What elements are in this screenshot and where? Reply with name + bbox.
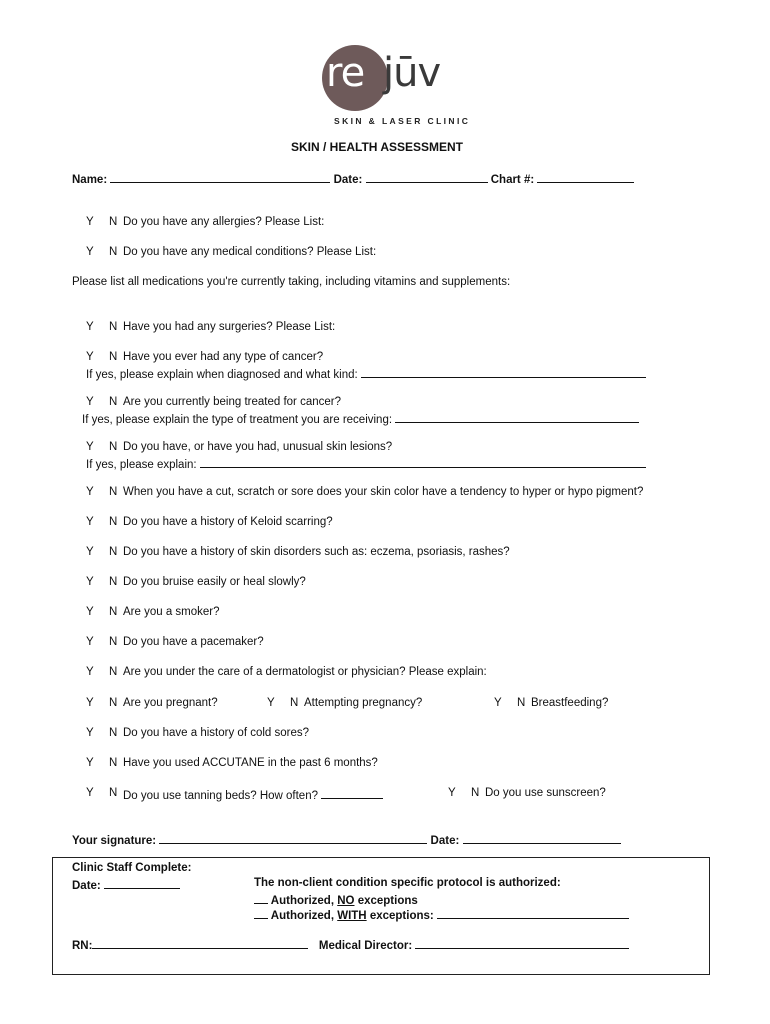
yes-option[interactable]: Y xyxy=(86,787,94,799)
no-option[interactable]: N xyxy=(109,516,118,528)
no-option[interactable]: N xyxy=(517,697,526,709)
no-option[interactable]: N xyxy=(109,216,118,228)
signature-label: Your signature: xyxy=(72,835,157,847)
date-field[interactable] xyxy=(366,171,488,183)
logo-brand-right: jūv xyxy=(383,50,441,96)
question-text: Do you use sunscreen? xyxy=(485,787,606,799)
question-text: Have you ever had any type of cancer? xyxy=(123,351,324,363)
question-text: Do you have a pacemaker? xyxy=(123,636,264,648)
chart-field[interactable] xyxy=(537,171,634,183)
no-option[interactable]: N xyxy=(109,441,118,453)
tanning-text: Do you use tanning beds? How often? xyxy=(123,790,318,802)
no-option[interactable]: N xyxy=(109,396,118,408)
no-option[interactable]: N xyxy=(471,787,480,799)
question-text: Are you currently being treated for cancer? xyxy=(123,396,341,408)
staff-date-row xyxy=(72,877,180,892)
medical-director-field[interactable] xyxy=(415,937,629,949)
no-option[interactable]: N xyxy=(109,636,118,648)
yes-option[interactable]: Y xyxy=(448,787,456,799)
no-option[interactable]: N xyxy=(109,757,118,769)
question-text: Breastfeeding? xyxy=(531,697,609,709)
with-word: WITH xyxy=(337,910,367,922)
with-suffix: exceptions: xyxy=(369,910,434,922)
no-option[interactable]: N xyxy=(290,697,299,709)
treatment-explain-field[interactable] xyxy=(395,411,639,423)
no-word: NO xyxy=(337,895,355,907)
skin-lesions-followup xyxy=(86,456,646,471)
yes-option[interactable]: Y xyxy=(86,321,94,333)
tanning-frequency-field[interactable] xyxy=(321,787,383,799)
rn-field[interactable] xyxy=(92,937,308,949)
question-text: Do you have a history of Keloid scarring? xyxy=(123,516,333,528)
logo-brand-left: re xyxy=(326,50,365,96)
question-text: Do you have a history of cold sores? xyxy=(123,727,310,739)
no-option[interactable]: N xyxy=(109,666,118,678)
exceptions-field[interactable] xyxy=(437,907,629,919)
cancer-followup xyxy=(86,366,646,381)
rn-row xyxy=(72,937,629,952)
yes-option[interactable]: Y xyxy=(86,486,94,498)
yes-option[interactable]: Y xyxy=(86,246,94,258)
yes-option[interactable]: Y xyxy=(86,757,94,769)
yes-option[interactable]: Y xyxy=(86,576,94,588)
yes-option[interactable]: Y xyxy=(86,606,94,618)
yes-option[interactable]: Y xyxy=(86,441,94,453)
no-option[interactable]: N xyxy=(109,351,118,363)
yes-option[interactable]: Y xyxy=(86,666,94,678)
yes-option[interactable]: Y xyxy=(86,516,94,528)
lesions-explain-field[interactable] xyxy=(200,456,646,468)
question-text: Do you have any allergies? Please List: xyxy=(123,216,325,228)
staff-heading: Clinic Staff Complete: xyxy=(72,862,192,874)
staff-date-label: Date: xyxy=(72,880,101,892)
question-text: Are you under the care of a dermatologist or physician? Please explain: xyxy=(123,666,487,678)
yes-option[interactable]: Y xyxy=(86,636,94,648)
question-text: Do you bruise easily or heal slowly? xyxy=(123,576,306,588)
yes-option[interactable]: Y xyxy=(86,216,94,228)
question-text xyxy=(123,787,383,802)
name-label: Name: xyxy=(72,174,108,186)
question-text: Have you had any surgeries? Please List: xyxy=(123,321,336,333)
question-text: Do you have any medical conditions? Please List: xyxy=(123,246,377,258)
no-option[interactable]: N xyxy=(109,546,118,558)
no-option[interactable]: N xyxy=(109,576,118,588)
yes-option[interactable]: Y xyxy=(86,396,94,408)
no-option[interactable]: N xyxy=(109,246,118,258)
question-text: When you have a cut, scratch or sore does your skin color have a tendency to hyper or hypo pigment? xyxy=(123,486,644,498)
no-option[interactable]: N xyxy=(109,697,118,709)
staff-date-field[interactable] xyxy=(104,877,180,889)
form-title: SKIN / HEALTH ASSESSMENT xyxy=(291,140,464,154)
no-option[interactable]: N xyxy=(109,606,118,618)
header-fields xyxy=(72,171,634,186)
cancer-treatment-followup xyxy=(82,411,639,426)
date-label: Date: xyxy=(333,174,363,186)
medications-prompt: Please list all medications you're currently taking, including vitamins and supplements: xyxy=(72,276,511,288)
followup-text: If yes, please explain: xyxy=(86,459,197,471)
yes-option[interactable]: Y xyxy=(86,351,94,363)
no-suffix: exceptions xyxy=(357,895,418,907)
yes-option[interactable]: Y xyxy=(86,727,94,739)
no-option[interactable]: N xyxy=(109,727,118,739)
chart-label: Chart #: xyxy=(490,174,535,186)
logo-tagline: SKIN & LASER CLINIC xyxy=(334,116,471,126)
authorized-no-exceptions xyxy=(254,892,418,907)
authorized-no-checkbox[interactable] xyxy=(254,892,268,904)
question-text: Are you pregnant? xyxy=(123,697,218,709)
authorized-prefix: Authorized, xyxy=(270,895,335,907)
question-text: Have you used ACCUTANE in the past 6 months? xyxy=(123,757,378,769)
no-option[interactable]: N xyxy=(109,787,118,799)
followup-text: If yes, please explain when diagnosed and what kind: xyxy=(86,369,358,381)
authorized-prefix: Authorized, xyxy=(270,910,335,922)
cancer-explain-field[interactable] xyxy=(361,366,646,378)
question-text: Are you a smoker? xyxy=(123,606,220,618)
yes-option[interactable]: Y xyxy=(267,697,275,709)
name-field[interactable] xyxy=(110,171,330,183)
authorized-with-checkbox[interactable] xyxy=(254,907,268,919)
signature-date-field[interactable] xyxy=(463,832,621,844)
question-text: Do you have, or have you had, unusual skin lesions? xyxy=(123,441,393,453)
signature-field[interactable] xyxy=(159,832,427,844)
no-option[interactable]: N xyxy=(109,321,118,333)
followup-text: If yes, please explain the type of treatment you are receiving: xyxy=(82,414,393,426)
authorized-with-exceptions xyxy=(254,907,629,922)
signature-row xyxy=(72,832,621,847)
protocol-text: The non-client condition specific protocol is authorized: xyxy=(254,877,561,889)
yes-option[interactable]: Y xyxy=(86,546,94,558)
question-text: Do you have a history of skin disorders such as: eczema, psoriasis, rashes? xyxy=(123,546,510,558)
signature-date-label: Date: xyxy=(430,835,460,847)
medical-director-label: Medical Director: xyxy=(318,940,413,952)
no-option[interactable]: N xyxy=(109,486,118,498)
question-text: Attempting pregnancy? xyxy=(304,697,423,709)
yes-option[interactable]: Y xyxy=(86,697,94,709)
yes-option[interactable]: Y xyxy=(494,697,502,709)
rn-label: RN: xyxy=(72,940,93,952)
